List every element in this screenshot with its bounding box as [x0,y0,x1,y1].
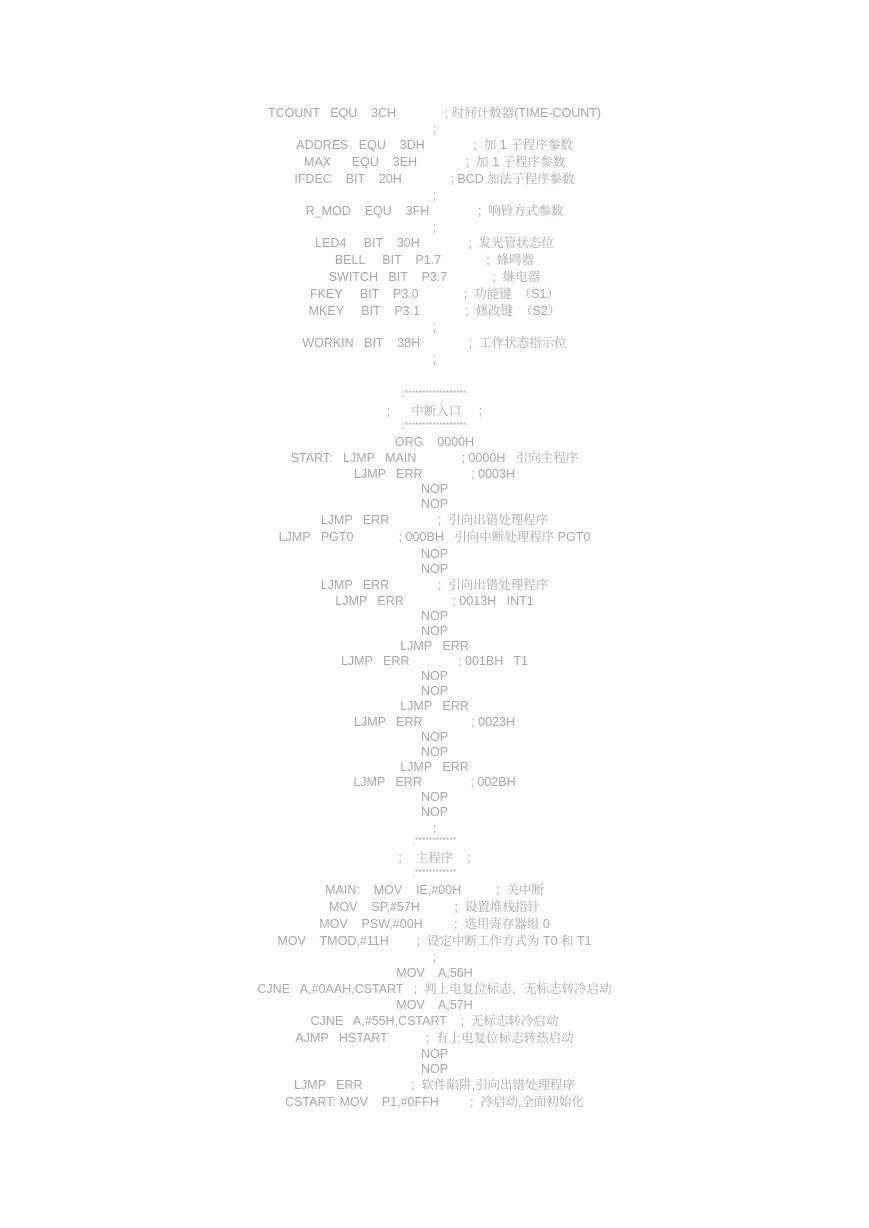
code-line: LJMP PGT0 ; 000BH 引向中断处理程序 PGT0 [278,530,591,544]
code-line: MOV A,56H [396,966,473,980]
code-line: NOP [420,562,449,576]
code-line: LJMP ERR ; 0003H [354,467,515,481]
code-line: TCOUNT EQU 3CH ; 时间计数器(TIME-COUNT) [267,106,602,120]
code-line: LJMP ERR ; 002BH [353,775,516,789]
code-line: ADDRES EQU 3DH ; 加 1 子程序参数 [296,138,573,152]
code-line: LJMP ERR ; 软件陷阱,引向出错处理程序 [293,1078,576,1092]
code-line: NOP [420,1047,449,1061]
code-line: MOV A,57H [396,998,473,1012]
code-line: MOV TMOD,#11H ; 设定中断工作方式为 T0 和 T1 [277,934,592,948]
section-heading: ; 中断入口 ; [386,404,483,418]
code-line: CJNE A,#0AAH,CSTART ; 判上电复位标志，无标志转冷启动 [257,982,612,996]
code-line: WORKIN BIT 38H ; 工作状态指示位 [302,336,567,350]
comment-separator: ;****************** [402,389,467,398]
code-line: ; [432,122,437,136]
code-line: NOP [420,609,449,623]
code-line: NOP [420,745,449,759]
code-line: MOV PSW,#00H ; 选用寄存器组 0 [319,917,550,931]
code-line: LJMP ERR ; 001BH T1 [340,654,529,668]
code-line: CSTART: MOV P1,#0FFH ; 冷启动,全面初始化 [285,1095,584,1109]
code-line: AJMP HSTART ; 有上电复位标志转热启动 [295,1031,574,1045]
code-line: ; [432,320,437,334]
code-line: SWITCH BIT P3.7 ; 继电器 [328,270,541,284]
code-line: ; [432,220,437,234]
code-line: LED4 BIT 30H ; 发光管状态位 [315,236,554,250]
code-line: LJMP ERR ; 0023H [354,715,515,729]
code-line: NOP [420,482,449,496]
code-line: LJMP ERR ; 引向出错处理程序 [320,578,549,592]
code-line: LJMP ERR ; 引向出错处理程序 [320,513,549,527]
code-line: LJMP ERR [400,639,469,653]
code-line: NOP [420,730,449,744]
code-line: CJNE A,#55H,CSTART ; 无标志转冷启动 [310,1014,559,1028]
code-line: IFDEC BIT 20H ; BCD 加法子程序参数 [294,172,575,186]
code-line: MKEY BIT P3.1 ; 修改键 （S2） [308,304,561,318]
code-line: NOP [420,805,449,819]
section-heading: ; 主程序 ; [398,851,471,865]
comment-separator: ;************ [412,868,457,877]
code-line: NOP [420,790,449,804]
code-line: NOP [420,1062,449,1076]
code-line: LJMP ERR ; 0013H INT1 [335,594,534,608]
code-line: ; [432,188,437,202]
code-line: ; [432,821,437,835]
comment-separator: ;****************** [402,421,467,430]
code-line: MAIN: MOV IE,#00H ; 关中断 [325,883,544,897]
code-line: NOP [420,497,449,511]
comment-separator: ;************ [412,836,457,845]
code-line: FKEY BIT P3.0 ; 功能键 （S1） [310,287,559,301]
code-line: BELL BIT P1.7 ; 蜂鸣器 [334,253,535,267]
code-line: MOV SP,#57H ; 设置堆栈指针 [329,900,540,914]
code-line: R_MOD EQU 3FH ; 响铃方式参数 [305,204,564,218]
code-line: LJMP ERR [400,699,469,713]
code-line: NOP [420,547,449,561]
code-line: ORG 0000H [394,435,475,449]
code-line: ; [432,352,437,366]
code-line: NOP [420,624,449,638]
code-line: MAX EQU 3EH ; 加 1 子程序参数 [303,155,566,169]
code-line: ; [432,950,437,964]
code-line: START: LJMP MAIN ; 0000H 引向主程序 [290,451,579,465]
code-line: NOP [420,669,449,683]
code-line: LJMP ERR [400,760,469,774]
code-line: NOP [420,684,449,698]
